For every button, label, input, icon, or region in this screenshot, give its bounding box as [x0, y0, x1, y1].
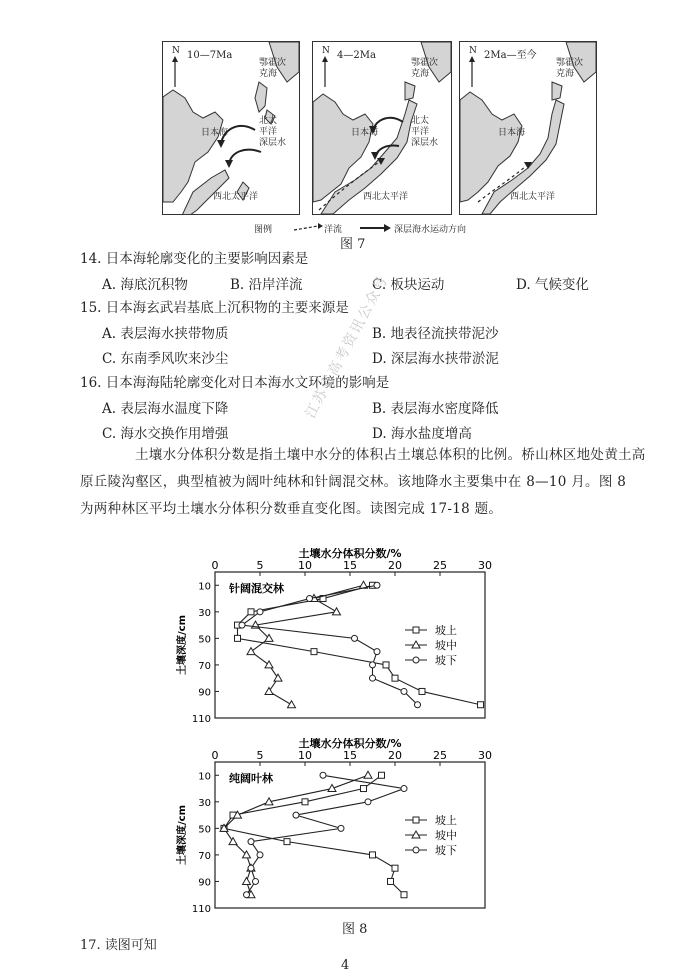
data-point-circle: [370, 662, 376, 668]
question-15-option-B[interactable]: B. 地表径流挟带泥沙: [372, 326, 499, 342]
x-tick-label: 0: [211, 559, 219, 572]
data-point-triangle: [333, 608, 341, 615]
x-tick-label: 20: [388, 559, 402, 572]
data-point-circle: [365, 799, 371, 805]
figure7-caption: 图 7: [340, 237, 366, 252]
x-axis-title: 土壤水分体积分数/%: [298, 738, 402, 750]
data-point-triangle: [265, 661, 273, 668]
data-point-circle: [239, 622, 245, 628]
data-point-circle: [374, 649, 380, 655]
x-tick-label: 0: [211, 749, 219, 762]
okhotsk-label: 鄂霍次 克海: [259, 58, 287, 79]
y-tick-label: 50: [198, 824, 211, 836]
y-tick-label: 30: [198, 607, 211, 619]
data-point-square: [401, 892, 407, 898]
y-tick-label: 70: [198, 660, 211, 672]
x-tick-label: 5: [256, 749, 264, 762]
data-point-circle: [248, 865, 254, 871]
map-1: [162, 41, 300, 215]
legend-marker-circle: [413, 657, 419, 663]
chart-mixed-forest: [175, 548, 510, 730]
question-16-option-A[interactable]: A. 表层海水温度下降: [102, 401, 229, 417]
question-15-stem: 15. 日本海玄武岩基底上沉积物的主要来源是: [80, 300, 349, 316]
data-point-square: [478, 702, 484, 708]
data-point-circle: [401, 786, 407, 792]
watermark: 江苏省高考资讯公众号: [302, 272, 392, 421]
x-tick-label: 25: [433, 559, 447, 572]
question-16-option-C[interactable]: C. 海水交换作用增强: [102, 426, 229, 442]
y-tick-label: 90: [198, 877, 211, 889]
data-point-circle: [320, 772, 326, 778]
map-3: [459, 41, 597, 215]
data-point-circle: [352, 635, 358, 641]
data-point-square: [370, 852, 376, 858]
y-tick-label: 90: [198, 687, 211, 699]
legend-current-arrow: [292, 222, 324, 234]
deep-water-label: 北太 平洋 深层水: [259, 116, 287, 148]
chart-broadleaf-forest: [175, 738, 510, 918]
x-tick-label: 30: [478, 559, 492, 572]
question-14-option-C[interactable]: C. 板块运动: [372, 277, 445, 293]
chart-title: 纯阔叶林: [229, 772, 273, 785]
passage: [108, 442, 688, 469]
question-16-option-D[interactable]: D. 海水盐度增高: [372, 426, 472, 442]
y-axis-title: 土壤深度/cm: [177, 615, 188, 675]
figure8-caption: 图 8: [342, 922, 368, 937]
question-15-option-C[interactable]: C. 东南季风吹来沙尘: [102, 351, 229, 367]
legend-label: 坡下: [435, 844, 457, 857]
period-label: 10—7Ma: [187, 50, 233, 61]
data-point-circle: [257, 609, 263, 615]
north-label: N: [469, 46, 477, 56]
legend-label: 坡中: [435, 639, 457, 652]
data-point-square: [392, 865, 398, 871]
data-point-square: [284, 839, 290, 845]
question-17-stem: 17. 读图可知: [80, 938, 157, 953]
pacific-label: 西北太平洋: [213, 192, 259, 202]
x-axis-title: 土壤水分体积分数/%: [298, 548, 402, 560]
data-point-circle: [415, 702, 421, 708]
y-tick-label: 10: [198, 771, 211, 783]
series-line-triangle: [251, 585, 364, 704]
north-label: N: [172, 46, 180, 56]
data-point-square: [311, 649, 317, 655]
question-14-stem: 14. 日本海轮廓变化的主要影响因素是: [80, 251, 309, 267]
data-point-square: [388, 878, 394, 884]
japan-sea-label: 日本海: [351, 128, 379, 138]
y-tick-label: 110: [191, 714, 211, 725]
map-2: [312, 41, 452, 215]
legend-label: 坡中: [435, 829, 457, 842]
x-tick-label: 30: [478, 749, 492, 762]
data-point-triangle: [364, 771, 372, 778]
x-tick-label: 10: [298, 559, 312, 572]
y-tick-label: 70: [198, 850, 211, 862]
question-16-stem: 16. 日本海海陆轮廓变化对日本海水文环境的影响是: [80, 375, 390, 391]
data-point-circle: [244, 892, 250, 898]
data-point-circle: [307, 596, 313, 602]
data-point-circle: [370, 675, 376, 681]
data-point-triangle: [243, 877, 251, 884]
north-label: N: [322, 46, 330, 56]
data-point-square: [419, 688, 425, 694]
x-tick-label: 10: [298, 749, 312, 762]
question-15-option-D[interactable]: D. 深层海水挟带淤泥: [372, 351, 499, 367]
data-point-circle: [401, 688, 407, 694]
data-point-circle: [338, 825, 344, 831]
pacific-label: 西北太平洋: [510, 192, 556, 202]
data-point-square: [392, 675, 398, 681]
y-tick-label: 50: [198, 634, 211, 646]
legend-label: 坡上: [435, 624, 457, 637]
japan-sea-label: 日本海: [201, 128, 229, 138]
data-point-triangle: [229, 838, 237, 845]
legend-marker-square: [413, 627, 419, 633]
x-tick-label: 20: [388, 749, 402, 762]
data-point-square: [383, 662, 389, 668]
passage-line-1: 土壤水分体积分数是指土壤中水分的体积占土壤总体积的比例。桥山林区地处黄土高: [135, 447, 646, 463]
x-tick-label: 15: [343, 559, 357, 572]
data-point-square: [248, 609, 254, 615]
legend-marker-circle: [413, 847, 419, 853]
legend-deep-label: 深层海水运动方向: [394, 225, 467, 235]
pacific-label: 西北太平洋: [363, 192, 409, 202]
legend-current-label: 洋流: [324, 225, 343, 235]
period-label: 4—2Ma: [337, 50, 376, 61]
data-point-square: [379, 772, 385, 778]
period-label: 2Ma—至今: [484, 50, 537, 61]
legend-marker-square: [413, 817, 419, 823]
series-line-circle: [242, 585, 418, 704]
page-number: 4: [341, 958, 350, 973]
question-14-option-B[interactable]: B. 沿岸洋流: [230, 277, 303, 293]
data-point-triangle: [247, 648, 255, 655]
data-point-triangle: [274, 674, 282, 681]
okhotsk-label: 鄂霍次 克海: [556, 58, 584, 79]
x-tick-label: 15: [343, 749, 357, 762]
y-axis-title: 土壤深度/cm: [177, 805, 188, 865]
y-tick-label: 10: [198, 581, 211, 593]
data-point-square: [235, 635, 241, 641]
legend-label: 坡上: [435, 814, 457, 827]
data-point-triangle: [265, 687, 273, 694]
series-line-square: [224, 775, 404, 894]
data-point-square: [361, 786, 367, 792]
data-point-circle: [293, 812, 299, 818]
deep-water-label: 北太 平洋 深层水: [411, 116, 439, 148]
x-tick-label: 5: [256, 559, 264, 572]
data-point-square: [302, 799, 308, 805]
series-line-circle: [247, 775, 405, 894]
legend-label: 图例: [254, 225, 273, 235]
question-16-option-B[interactable]: B. 表层海水密度降低: [372, 401, 499, 417]
y-tick-label: 110: [191, 904, 211, 915]
y-tick-label: 30: [198, 797, 211, 809]
japan-sea-label: 日本海: [498, 128, 526, 138]
legend-label: 坡下: [435, 654, 457, 667]
data-point-circle: [253, 878, 259, 884]
passage-line-2: 原丘陵沟壑区，典型植被为阔叶纯林和针阔混交林。该地降水主要集中在 8—10 月。图 8: [80, 474, 627, 490]
question-14-option-D[interactable]: D. 气候变化: [516, 277, 589, 293]
question-14-option-A[interactable]: A. 海底沉积物: [102, 277, 188, 293]
data-point-triangle: [288, 701, 296, 708]
x-tick-label: 25: [433, 749, 447, 762]
chart-title: 针阔混交林: [229, 582, 284, 595]
data-point-circle: [257, 852, 263, 858]
question-15-option-A[interactable]: A. 表层海水挟带物质: [102, 326, 229, 342]
data-point-circle: [374, 582, 380, 588]
passage-line-3: 为两种林区平均土壤水分体积分数垂直变化图。读图完成 17-18 题。: [80, 501, 503, 517]
data-point-circle: [248, 839, 254, 845]
okhotsk-label: 鄂霍次 克海: [411, 58, 439, 79]
